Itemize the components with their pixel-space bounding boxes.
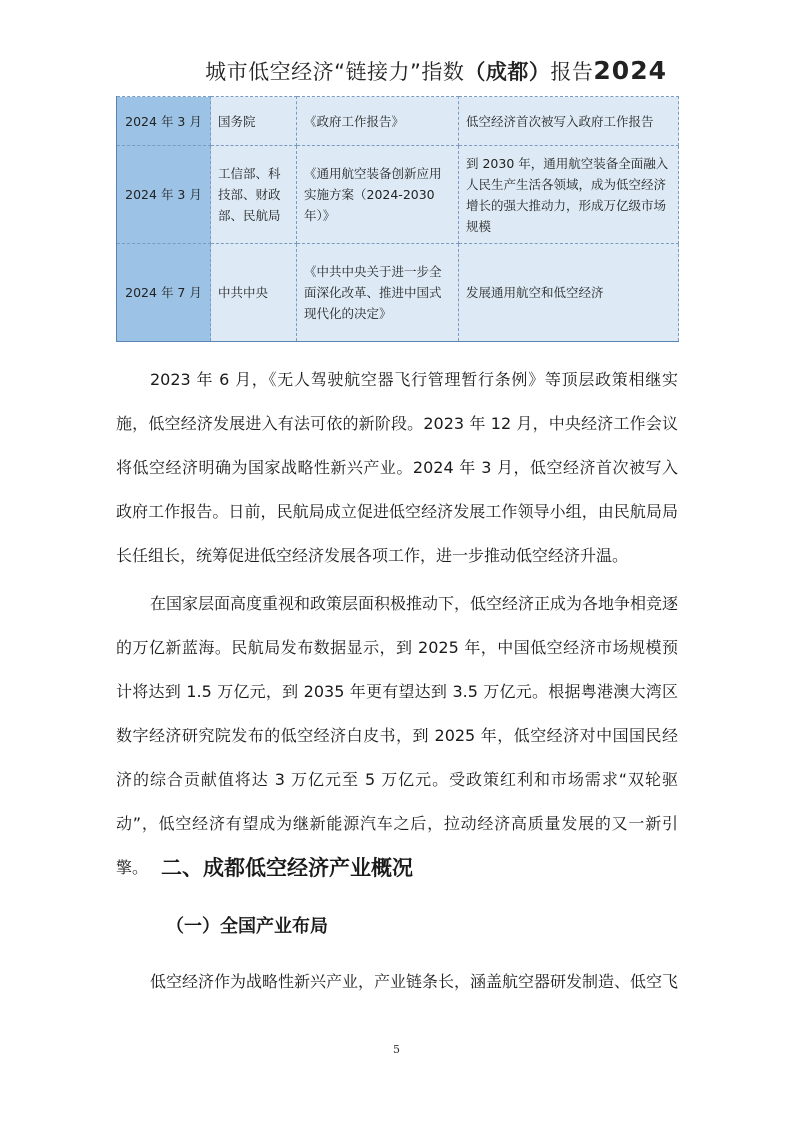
document-cell: 《通用航空装备创新应用实施方案（2024-2030 年）》: [297, 146, 459, 244]
body-paragraph: 在国家层面高度重视和政策层面积极推动下，低空经济正成为各地争相竞逐的万亿新蓝海。民航局发布数据显示，到 2025 年，中国低空经济市场规模预计将达到 1.5 万亿元，到 2035 年更有望达到 3.5 万亿元。根据粤港澳大湾区数字经济研究院发布的低空经济白皮书，到 2025 年，低空经济对中国国民经济的综合贡献值将达 3 万亿元至 5 万亿元。受政策红利和市场需求“双轮驱动”，低空经济有望成为继新能源汽车之后，拉动经济高质量发展的又一新引擎。: [116, 594, 679, 877]
date-cell: 2024 年 7 月: [117, 244, 211, 342]
header-year: 2024: [593, 56, 667, 85]
document-cell: 《政府工作报告》: [297, 97, 459, 146]
section-heading: 二、成都低空经济产业概况: [161, 856, 413, 880]
body-paragraph: 2023 年 6 月，《无人驾驶航空器飞行管理暂行条例》等顶层政策相继实施，低空经济发展进入有法可依的新阶段。2023 年 12 月，中央经济工作会议将低空经济明确为国家战略性新兴产业。2024 年 3 月，低空经济首次被写入政府工作报告。日前，民航局成立促进低空经济发展工作领导小组，由民航局局长任组长，统筹促进低空经济发展各项工作，进一步推动低空经济升温。: [116, 370, 678, 565]
document-cell: 《中共中央关于进一步全面深化改革、推进中国式现代化的决定》: [297, 244, 459, 342]
issuer-cell: 中共中央: [211, 244, 297, 342]
date-cell: 2024 年 3 月: [117, 146, 211, 244]
content-cell: 到 2030 年，通用航空装备全面融入人民生产生活各领域，成为低空经济增长的强大推动力，形成万亿级市场规模: [459, 146, 679, 244]
table-row: [117, 146, 679, 244]
table-row: [117, 244, 679, 342]
content-cell: 发展通用航空和低空经济: [459, 244, 679, 342]
header-city: （成都）: [464, 60, 551, 84]
body-paragraph: 低空经济作为战略性新兴产业，产业链条长，涵盖航空器研发制造、低空飞: [150, 972, 679, 991]
date-cell: 2024 年 3 月: [117, 97, 211, 146]
page-header: [205, 56, 667, 86]
table-row: [117, 97, 679, 146]
page-number: 5: [393, 1043, 400, 1056]
issuer-cell: 国务院: [211, 97, 297, 146]
subsection-heading: （一）全国产业布局: [166, 916, 328, 937]
header-report: 报告: [550, 60, 594, 84]
header-title: 城市低空经济“链接力”指数: [205, 60, 465, 84]
content-cell: 低空经济首次被写入政府工作报告: [459, 97, 679, 146]
policy-table: [116, 96, 679, 342]
issuer-cell: 工信部、科技部、财政部、民航局: [211, 146, 297, 244]
